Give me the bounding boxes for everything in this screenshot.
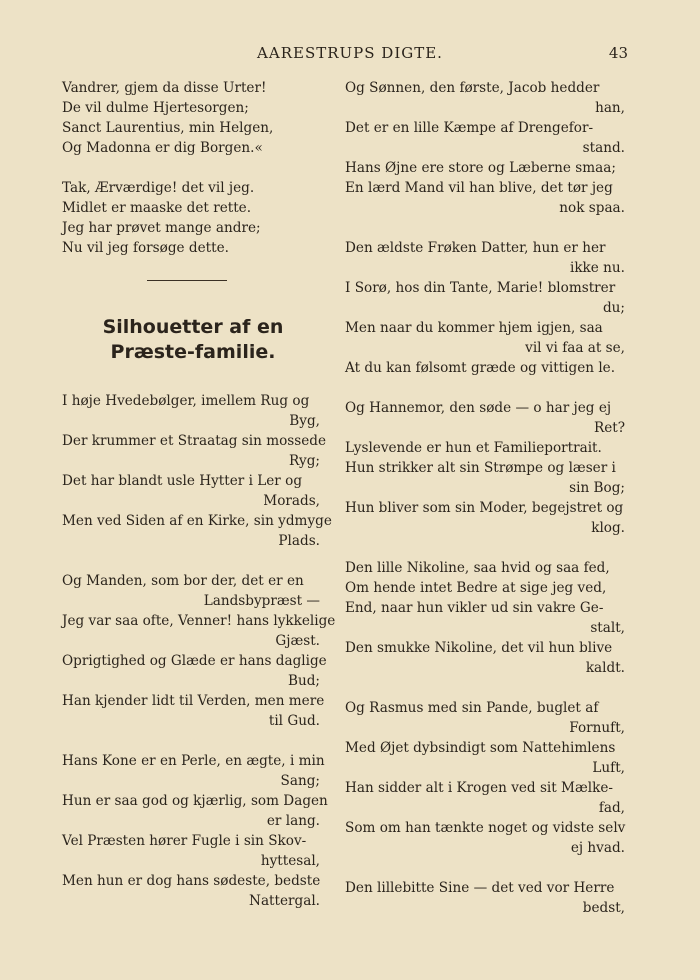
verse-line: [345, 638, 625, 678]
verse-line: [62, 651, 327, 691]
verse-line: [345, 78, 625, 118]
verse-text: Nu vil jeg forsøge dette.: [62, 240, 229, 256]
verse-continuation: Fornuft,: [569, 720, 625, 736]
verse-line: [345, 558, 625, 578]
poem-title: Silhouetter af en Præste-familie.: [102, 316, 284, 363]
verse-continuation: Plads.: [278, 533, 320, 549]
verse-text: Det er en lille Kæmpe af Drengefor-: [345, 120, 594, 136]
verse-text: Hans Øjne ere store og Læberne smaa;: [345, 160, 616, 176]
stanza: [345, 238, 625, 378]
verse-line: [62, 178, 320, 198]
verse-text: Tak, Ærværdige! det vil jeg.: [62, 180, 255, 196]
verse-line: [345, 818, 625, 858]
verse-text: I høje Hvedebølger, imellem Rug og: [62, 393, 310, 409]
verse-text: Hun er saa god og kjærlig, som Dagen: [62, 793, 328, 809]
stanza: [345, 698, 625, 858]
verse-continuation: Byg,: [289, 413, 320, 429]
verse-continuation: stand.: [582, 140, 625, 156]
verse-line: [345, 178, 625, 218]
verse-line: [62, 611, 336, 651]
verse-text: End, naar hun vikler ud sin vakre Ge-: [345, 600, 604, 616]
verse-line: [345, 238, 625, 278]
verse-line: [62, 218, 320, 238]
verse-text: Men hun er dog hans sødeste, bedste: [62, 873, 321, 889]
verse-line: [345, 278, 625, 318]
verse-line: [345, 698, 625, 738]
verse-text: Lyslevende er hun et Familieportrait.: [345, 440, 602, 456]
stanza: [62, 571, 336, 731]
section-divider: [147, 280, 227, 281]
verse-text: Men naar du kommer hjem igjen, saa: [345, 320, 603, 336]
verse-line: [62, 791, 328, 831]
verse-text: Hun strikker alt sin Strømpe og læser i: [345, 460, 616, 476]
stanza: [345, 558, 625, 678]
verse-text: Om hende intet Bedre at sige jeg ved,: [345, 580, 607, 596]
verse-line: [62, 238, 320, 258]
verse-line: [345, 158, 625, 178]
stanza: [345, 398, 625, 538]
verse-text: I Sorø, hos din Tante, Marie! blomstrer: [345, 280, 616, 296]
running-title: AARESTRUPS DIGTE.: [257, 44, 443, 62]
verse-continuation: vil vi faa at se,: [525, 340, 625, 356]
verse-continuation: er lang.: [266, 813, 320, 829]
stanza: [62, 751, 328, 911]
verse-text: At du kan følsomt græde og vittigen le.: [345, 360, 616, 376]
verse-text: Den smukke Nikoline, det vil hun blive: [345, 640, 613, 656]
verse-line: [62, 691, 325, 731]
verse-line: [345, 878, 625, 918]
verse-continuation: Nattergal.: [249, 893, 320, 909]
verse-line: [62, 198, 320, 218]
verse-continuation: Gjæst.: [275, 633, 320, 649]
verse-text: Og Manden, som bor der, det er en: [62, 573, 304, 589]
verse-text: Den ældste Frøken Datter, hun er her: [345, 240, 606, 256]
verse-continuation: Bud;: [287, 673, 320, 689]
right-column: [345, 78, 625, 938]
verse-continuation: Ryg;: [289, 453, 320, 469]
verse-continuation: ej hvad.: [570, 840, 625, 856]
verse-continuation: Ret?: [593, 420, 625, 436]
verse-line: [62, 391, 320, 431]
verse-continuation: han,: [595, 100, 625, 116]
verse-continuation: klog.: [591, 520, 625, 536]
verse-text: Der krummer et Straatag sin mossede: [62, 433, 327, 449]
verse-text: Oprigtighed og Glæde er hans daglige: [62, 653, 327, 669]
verse-text: De vil dulme Hjertesorgen;: [62, 100, 249, 116]
verse-text: Det har blandt usle Hytter i Ler og: [62, 473, 303, 489]
verse-line: [62, 751, 325, 791]
stanza: [62, 78, 320, 158]
verse-line: [62, 471, 320, 511]
verse-continuation: fad,: [598, 800, 625, 816]
verse-continuation: Morads,: [263, 493, 320, 509]
verse-line: [62, 871, 320, 911]
verse-text: Og Rasmus med sin Pande, buglet af: [345, 700, 599, 716]
verse-text: En lærd Mand vil han blive, det tør jeg: [345, 180, 613, 196]
verse-line: [345, 398, 625, 438]
verse-line: [345, 498, 625, 538]
verse-text: Den lillebitte Sine — det ved vor Herre: [345, 880, 615, 896]
verse-line: [345, 458, 625, 498]
verse-continuation: stalt,: [590, 620, 625, 636]
verse-text: Og Sønnen, den første, Jacob hedder: [345, 80, 600, 96]
verse-text: Sanct Laurentius, min Helgen,: [62, 120, 274, 136]
verse-continuation: ikke nu.: [569, 260, 625, 276]
verse-text: Midlet er maaske det rette.: [62, 200, 252, 216]
verse-line: [62, 831, 320, 871]
verse-text: Med Øjet dybsindigt som Nattehimlens: [345, 740, 616, 756]
verse-continuation: til Gud.: [268, 713, 320, 729]
verse-line: [62, 511, 332, 551]
verse-text: Vel Præsten hører Fugle i sin Skov-: [62, 833, 307, 849]
stanza: [62, 178, 320, 258]
verse-continuation: Luft,: [592, 760, 625, 776]
verse-text: Den lille Nikoline, saa hvid og saa fed,: [345, 560, 610, 576]
verse-text: Jeg har prøvet mange andre;: [62, 220, 261, 236]
verse-text: Og Hannemor, den søde — o har jeg ej: [345, 400, 612, 416]
verse-continuation: Landsbypræst —: [203, 593, 320, 609]
verse-continuation: bedst,: [582, 900, 625, 916]
verse-line: [62, 98, 320, 118]
verse-text: Som om han tænkte noget og vidste selv: [345, 820, 626, 836]
verse-continuation: du;: [602, 300, 625, 316]
running-header: [0, 44, 700, 64]
stanza: [62, 391, 332, 551]
verse-line: [345, 438, 625, 458]
verse-text: Vandrer, gjem da disse Urter!: [62, 80, 267, 96]
verse-text: Og Madonna er dig Borgen.«: [62, 140, 263, 156]
verse-line: [345, 118, 625, 158]
verse-line: [345, 578, 625, 598]
verse-text: Men ved Siden af en Kirke, sin ydmyge: [62, 513, 332, 529]
verse-text: Hun bliver som sin Moder, begejstret og: [345, 500, 624, 516]
verse-line: [345, 358, 625, 378]
verse-text: Han kjender lidt til Verden, men mere: [62, 693, 325, 709]
verse-continuation: kaldt.: [585, 660, 625, 676]
verse-continuation: sin Bog;: [569, 480, 625, 496]
verse-text: Hans Kone er en Perle, en ægte, i min: [62, 753, 325, 769]
page-number: 43: [608, 44, 628, 62]
stanza: [345, 78, 625, 218]
verse-line: [345, 318, 625, 358]
verse-continuation: Sang;: [280, 773, 320, 789]
verse-continuation: hyttesal,: [260, 853, 320, 869]
verse-line: [62, 571, 320, 611]
left-column: [62, 78, 336, 931]
verse-line: [62, 78, 320, 98]
stanza: [345, 878, 625, 918]
verse-line: [62, 118, 320, 138]
verse-line: [62, 138, 320, 158]
verse-line: [345, 778, 625, 818]
verse-text: Han sidder alt i Krogen ved sit Mælke-: [345, 780, 613, 796]
verse-line: [345, 598, 625, 638]
verse-text: Jeg var saa ofte, Venner! hans lykkelige: [62, 613, 336, 629]
verse-line: [62, 431, 327, 471]
verse-line: [345, 738, 625, 778]
verse-continuation: nok spaa.: [559, 200, 625, 216]
